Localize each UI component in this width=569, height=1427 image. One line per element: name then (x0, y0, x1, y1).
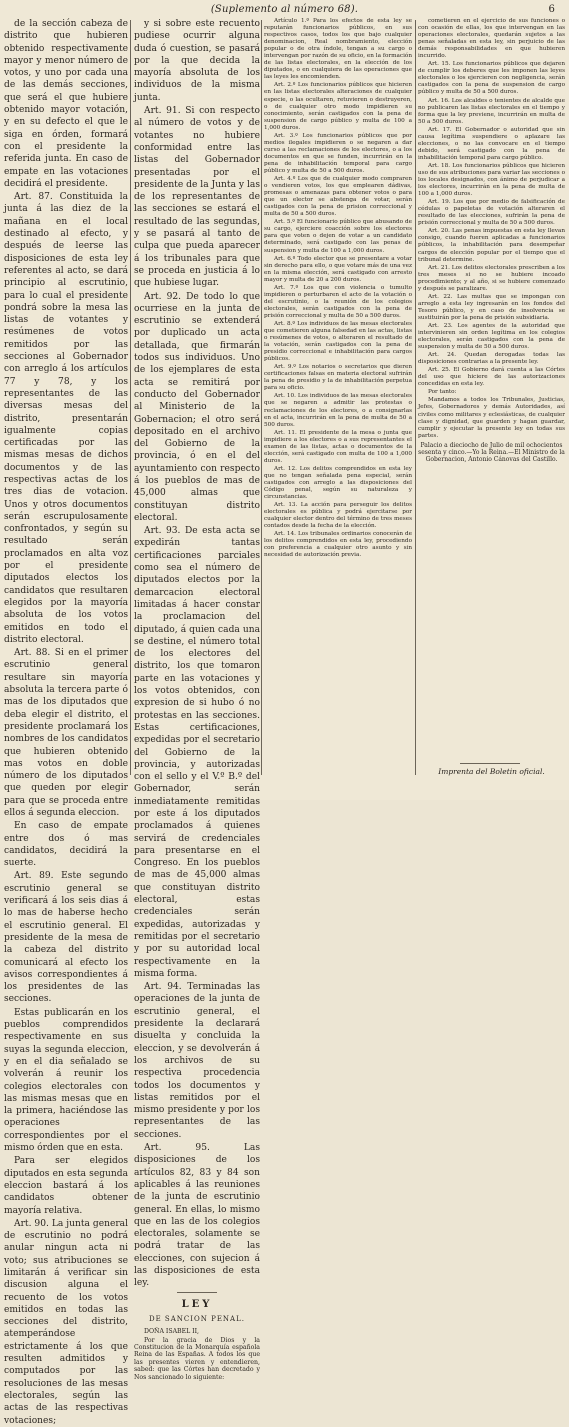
article-87: Art. 87. Constituida la junta á las diez de la mañana en el local destinado al efecto, y después de leerse las disposiciones de esta ley referentes al acto, se dará principio al escrutinio, para lo cual el presidente pondrá sobre la mesa las listas de votantes y resúmenes de votos remitidos por las secciones al Gobernador con arreglo á los artículos 77 y 78, y los representantes de las diversas mesas del distrito, presentarán igualmente copias certificadas por las mismas mesas de dichos documentos y de las respectivas actas de los tres dias de votacion. Unos y otros documentos serán escrupulosamente confrontados, y según su resultado serán proclamados en alta voz por el presidente diputados electos los candidatos que resultaren elegidos por la mayoría absoluta de los votos emitidos en todo el distrito electoral. (4, 192, 128, 645)
article-91: Art. 91. Si con respecto al número de votos y de votantes no hubiere conformidad entre las listas del Gobernador presentadas por el presidente de la Junta y las de los representantes de las secciones se estará el resultado de las segundas, y se pasará al tanto de culpa que pueda aparecer á los tribunales para que se proceda en justicia á lo que hubiese lugar. (134, 106, 260, 289)
article-89: Art. 89. Este segundo escrutinio general se verificará á los seis dias á lo mas de haberse hecho el escrutinio general. El presidente de la mesa de la cabeza del distrito comunicará al efecto los avisos correspondientes á los presidentes de las secciones. (4, 871, 128, 1005)
article: Art. 9.º Los notarios o secretarios que dieren certificaciones falsas en materia electoral sufrirán la pena de presidio y la de inhabilitación perpetua para su oficio. (264, 364, 412, 392)
article: Art. 6.º Todo elector que se presentare a votar sin derecho para ello, o que votare más de una vez en la misma elección, será castigado con arresto mayor y multa de 20 a 200 duros. (264, 255, 412, 283)
article: Art. 14. Los tribunales ordinarios conocerán de los delitos comprendidos en esta ley, procediendo con preferencia a cualquier otro asunto y sin necesidad de autorización previa. (264, 531, 412, 559)
enacting-text: Por la gracia de Dios y la Constitucion de la Monarquía española Reina de las Españas. A todos los que las presentes vieren y entendieren, sabed: que las Córtes han decretado y Nos sancionado lo siguiente: (134, 1336, 260, 1381)
article-94: Art. 94. Terminadas las operaciones de la junta de escrutinio general, el presidente la declarará disuelta y concluida la eleccion, y se devolverán á los archivos de su respectiva procedencia todos los documentos y listas remitidos por el mismo presidente y por los representantes de las secciones. (134, 982, 260, 1140)
article: Art. 24. Quedan derogadas todas las disposiciones contrarias a la presente ley. (418, 352, 565, 366)
article: Art. 4.º Los que de cualquier modo compraren o vendieren votos, los que emplearen dádivas, promesas o amenazas para obtener votos o para que un elector se abstenga de votar, serán castigados con la pena de prision correccional y multa de 50 a 500 duros. (264, 176, 412, 218)
article: Art. 18. Los funcionarios públicos que hicieren uso de sus atribuciones para variar las secciones o los locales designados, con ánimo de perjudicar a los electores, incurrirán en la pena de multa de 100 a 1,000 duros. (418, 162, 565, 198)
article: Art. 3.º Los funcionarios públicos que por medios ilegales impidieren o se negaren a dar curso a las reclamaciones de los electores, o a los documentos en que se funden, incurrirán en la pena de inhabilitación temporal para cargo público y multa de 50 a 500 duros. (264, 132, 412, 174)
article: Art. 8.º Los individuos de las mesas electorales que cometieren alguna falsedad en las actas, listas o resúmenes de votos, o alteraren el resultado de la votación, serán castigados con la pena de presidio correccional e inhabilitación para cargos públicos. (264, 320, 412, 363)
paragraph: En caso de empate entre dos ó mas candidatos, decidirá la suerte. (4, 821, 128, 869)
article-90: Art. 90. La junta general de escrutinio no podrá anular ningun acta ni voto; sus atribuciones se limitarán á verificar sin discusion alguna el recuento de los votos emitidos en todas las secciones del distrito, atemperándose estrictamente á los que resulten admitidos y computados por las resoluciones de las mesas electorales, según las actas de las respectivas votaciones; (4, 1218, 128, 1426)
imprint: Imprenta del Boletin oficial. (438, 767, 545, 776)
article-93: Art. 93. De esta acta se expedirán tantas certificaciones parciales como sea el número de diputados electos por la demarcacion electoral limitadas á hacer constar la proclamacion del diputado, á quien cada una se destine, el número total de los electores del distrito, los que tomaron parte en las votaciones y los votos obtenidos, con expresion de si hubo ó no protestas en las secciones. Estas certificaciones, expedidas por el secretario del Gobierno de la provincia, y autorizadas con el sello y el V.º B.º del Gobernador, serán inmediatamente remitidas por este á los diputados proclamados á quienes servirá de credenciales para presentarse en el Congreso. En los pueblos de mas de 45,000 almas que constituyan distrito electoral, estas credenciales serán expedidas, autorizadas y remitidas por el secretario y por su autoridad local respectivamente en la misma forma. (134, 526, 260, 979)
supplement-title: (Suplemento al número 68). (210, 4, 359, 15)
article: Art. 11. El presidente de la mesa o junta que impidiere a los electores o a sus representantes el examen de las listas, actas o documentos de la elección, será castigado con multa de 100 a 1,000 duros. (264, 429, 412, 464)
paragraph: y si sobre este recuento pudiese ocurrir alguna duda ó cuestion, se pasará por la que decida la mayoría absoluta de los individuos de la misma junta. (134, 19, 260, 103)
paragraph: de la sección cabeza de distrito que hubieren obtenido respectivamente mayor y menor número de votos, y uno por cada una de las demás secciones, que será el que hubiere obtenido mayor votación, y en su defecto el que le siga en órden, formará con el presidente la referida junta. En caso de empate en las votaciones decidirá el presidente. (4, 19, 128, 189)
column-1 (4, 18, 128, 1426)
column-4 (418, 18, 565, 718)
paragraph: Estas publicarán en los pueblos comprendidos respectivamente en sus suyas la segunda eleccion, y en el dia señalado se volverán á reunir los colegios electorales con las mismas mesas que en la primera, haciéndose las operaciones correspondientes por el mismo órden que en esta. (4, 1007, 128, 1154)
article: Art. 15. Los funcionarios públicos que dejaren de cumplir los deberes que les imponen las leyes electorales o los ejercieren con negligencia, serán castigados con la pena de suspension de cargo público y multa de 50 a 500 duros. (418, 61, 565, 96)
signature-block: Palacio a dieciocho de Julio de mil ochocientos sesenta y cinco.—Yo la Reina.—El Ministro de la Gobernacion, Antonio Cánovas del Castillo. (418, 441, 565, 464)
divider (177, 1292, 217, 1293)
article: Artículo 1.º Para los efectos de esta ley se reputarán funcionarios públicos, en sus respectivos casos, todos los que bajo cualquier denominacion, Real nombramiento, elección popular o de otra índole, tengan a su cargo o intervengan por razón de su oficio, en la formación de las listas electorales, en la elección de los diputados, o en cualquiera de las operaciones que las leyes les encomienden. (264, 18, 412, 81)
paragraph: Por tanto: (428, 389, 457, 396)
article: Art. 7.º Los que con violencia o tumulto impidieren o perturbaren el acto de la votación o del escrutinio, o la reunión de los colegios electorales, serán castigados con la pena de prisión correccional y multa de 50 a 500 duros. (264, 284, 412, 319)
column-2 (134, 18, 260, 1381)
article-92: Art. 92. De todo lo que ocurriese en la junta de escrutinio se extenderá por duplicado un acta detallada, que firmarán todos sus individuos. Uno de los ejemplares de esta acta se remitirá por conducto del Gobernador al Ministerio de la Gobernacion; el otro será depositado en el archivo del Gobierno de la provincia, ó en el del ayuntamiento con respecto á los pueblos de mas de 45,000 almas que constituyan distrito electoral. (134, 291, 260, 523)
article: Art. 16. Los alcaldes o tenientes de alcalde que no publicaren las listas electorales en el tiempo y forma que la ley previene, incurrirán en multa de 50 a 500 duros. (418, 97, 565, 125)
article: Art. 23. Los agentes de la autoridad que intervinieren sin orden legítima en los colegios electorales, serán castigados con la pena de suspension y multa de 50 a 500 duros. (418, 322, 565, 351)
paragraph: Para ser elegidos diputados en esta segunda eleccion bastará á los candidatos obtener mayoría relativa. (4, 1156, 128, 1216)
article-95: Art. 95. Las disposiciones de los artículos 82, 83 y 84 son aplicables á las reuniones de la junta de escrutinio general. En ellas, lo mismo que en las de los colegios electorales, solamente se podrá tratar de las elecciones, con sujecion á las disposiciones de esta ley. (134, 1143, 260, 1289)
article: cometieren en el ejercicio de sus funciones o con ocasión de ellas, los que intervengan en las operaciones electorales, quedarán sujetos a las penas señaladas en esta ley, sin perjuicio de las demás responsabilidades en que hubieren incurrido. (418, 18, 565, 60)
page-header (0, 4, 569, 18)
column-rule (261, 20, 262, 775)
article: Art. 12. Los delitos comprendidos en esta ley que no tengan señalada pena especial, serán castigados con arreglo a las disposiciones del Código penal, según su naturaleza y circunstancias. (264, 465, 412, 501)
column-rule (415, 20, 416, 775)
article: Art. 5.º El funcionario público que abusando de su cargo, ejerciere coacción sobre los electores para que voten o dejen de votar a un candidato determinado, será castigado con las penas de suspension y multa de 100 a 1,000 duros. (264, 219, 412, 254)
enacting-name: DOÑA ISABEL II, (144, 1328, 200, 1336)
article: Art. 25. El Gobierno dará cuenta a las Córtes del uso que hiciere de las autorizaciones concedidas en esta ley. (418, 367, 565, 388)
article: Art. 21. Los delitos electorales prescriben a los tres meses si no se hubiere incoado procedimiento; y al año, si se hubiere comenzado y después se paralizare. (418, 264, 565, 292)
article: Art. 2.º Los funcionarios públicos que hicieren en las listas electorales alteraciones de cualquier especie, o las ocultaren, retuvieren o destruyeren, o de cualquier otro modo impidieren su conocimiento, serán castigados con la pena de suspension de cargo público y multa de 100 a 1,000 duros. (264, 82, 412, 131)
law-title: LEY (181, 1298, 213, 1310)
article: Art. 10. Los individuos de las mesas electorales que se negaren a admitir las protestas o reclamaciones de los electores, o a consignarlas en el acta, incurrirán en la pena de multa de 50 a 500 duros. (264, 393, 412, 428)
paragraph: Mandamos a todos los Tribunales, Justicias, Jefes, Gobernadores y demás Autoridades, así civiles como militares y eclesiásticas, de cualquier clase y dignidad, que guarden y hagan guardar, cumplir y ejecutar la presente ley en todas sus partes. (418, 397, 565, 439)
article: Art. 20. Las penas impuestas en esta ley llevan consigo, cuando fueren aplicadas a funcionarios públicos, la inhabilitación para desempeñar cargos de elección popular por el tiempo que el tribunal determine. (418, 228, 565, 263)
column-3 (264, 18, 412, 778)
article-88: Art. 88. Si en el primer escrutinio general resultare sin mayoría absoluta la tercera parte ó mas de los diputados que deba elegir el distrito, el presidente proclamará los nombres de los candidatos que hubieren obtenido mas votos en doble número de los diputados que queden por elegir para que se proceda entre ellos á segunda eleccion. (4, 648, 128, 818)
article: Art. 22. Las multas que se impongan con arreglo a esta ley ingresarán en los fondos del Tesoro público, y en caso de insolvencia se sustituirán por la pena de prisión subsidiaria. (418, 293, 565, 321)
law-subtitle: DE SANCION PENAL. (148, 1314, 245, 1323)
article: Art. 19. Los que por medio de falsificación de cédulas o papeletas de votación alteraren el resultado de las elecciones, sufrirán la pena de prisión correccional y multa de 50 a 500 duros. (418, 199, 565, 227)
article: Art. 13. La acción para perseguir los delitos electorales es pública y podrá ejercitarse por cualquier elector dentro del término de tres meses contados desde la fecha de la elección. (264, 502, 412, 530)
imprint-divider (460, 763, 520, 764)
article: Art. 17. El Gobernador o autoridad que sin causa legítima suspendiere o aplazare las elecciones, o no las convocare en el tiempo debido, será castigado con la pena de inhabilitación temporal para cargo público. (418, 126, 565, 161)
page-number: 6 (548, 4, 555, 15)
column-rule (130, 20, 131, 775)
